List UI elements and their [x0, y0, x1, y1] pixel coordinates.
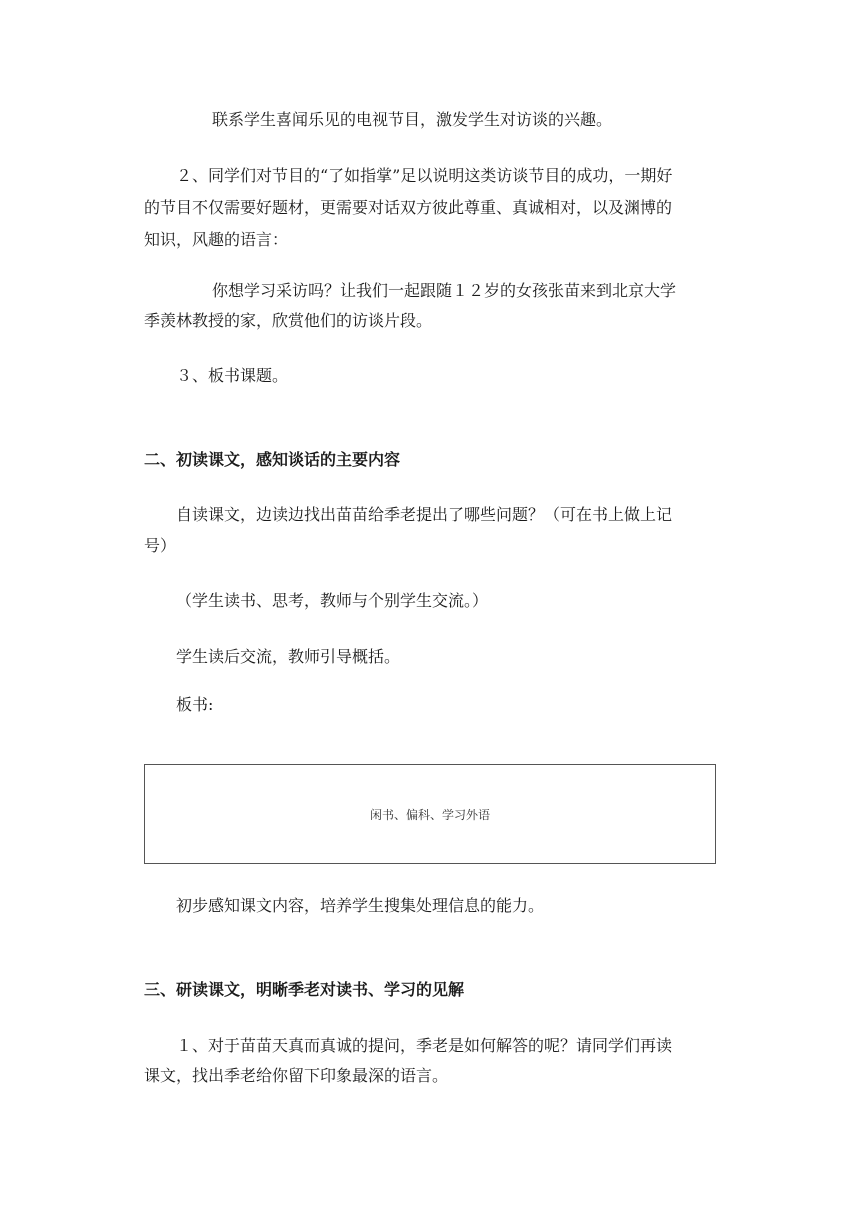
paragraph-6: （学生读书、思考，教师与个别学生交流。） — [176, 591, 489, 610]
paragraph-3-line-2: 季羡林教授的家，欣赏他们的访谈片段。 — [144, 311, 433, 330]
section-heading-3: 三、研读课文，明晰季老对读书、学习的见解 — [144, 980, 465, 999]
blackboard-summary-box — [144, 764, 716, 864]
paragraph-3-line-1: 你想学习采访吗？让我们一起跟随１２岁的女孩张苗来到北京大学 — [212, 281, 677, 300]
paragraph-9: 初步感知课文内容，培养学生搜集处理信息的能力。 — [176, 896, 545, 915]
paragraph-2-line-3: 知识，风趣的语言： — [144, 230, 289, 249]
paragraph-10-line-1: １、对于苗苗天真而真诚的提问，季老是如何解答的呢？请同学们再读 — [176, 1036, 673, 1055]
section-heading-2: 二、初读课文，感知谈话的主要内容 — [144, 450, 401, 469]
paragraph-8: 板书: — [176, 695, 214, 714]
paragraph-2-line-1: ２、同学们对节目的“了如指掌”足以说明这类访谈节目的成功，一期好 — [176, 166, 673, 185]
paragraph-2-line-2: 的节目不仅需要好题材，更需要对话双方彼此尊重、真诚相对，以及渊博的 — [144, 198, 673, 217]
blackboard-summary-text: 闲书、偏科、学习外语 — [369, 808, 490, 822]
paragraph-4: ３、板书课题。 — [176, 366, 289, 385]
paragraph-5-line-1: 自读课文，边读边找出苗苗给季老提出了哪些问题？（可在书上做上记 — [176, 505, 673, 524]
intro-paragraph: 联系学生喜闻乐见的电视节目，激发学生对访谈的兴趣。 — [212, 110, 613, 129]
paragraph-5-line-2: 号） — [144, 536, 177, 555]
paragraph-7: 学生读后交流，教师引导概括。 — [176, 647, 401, 666]
paragraph-10-line-2: 课文，找出季老给你留下印象最深的语言。 — [144, 1066, 449, 1085]
